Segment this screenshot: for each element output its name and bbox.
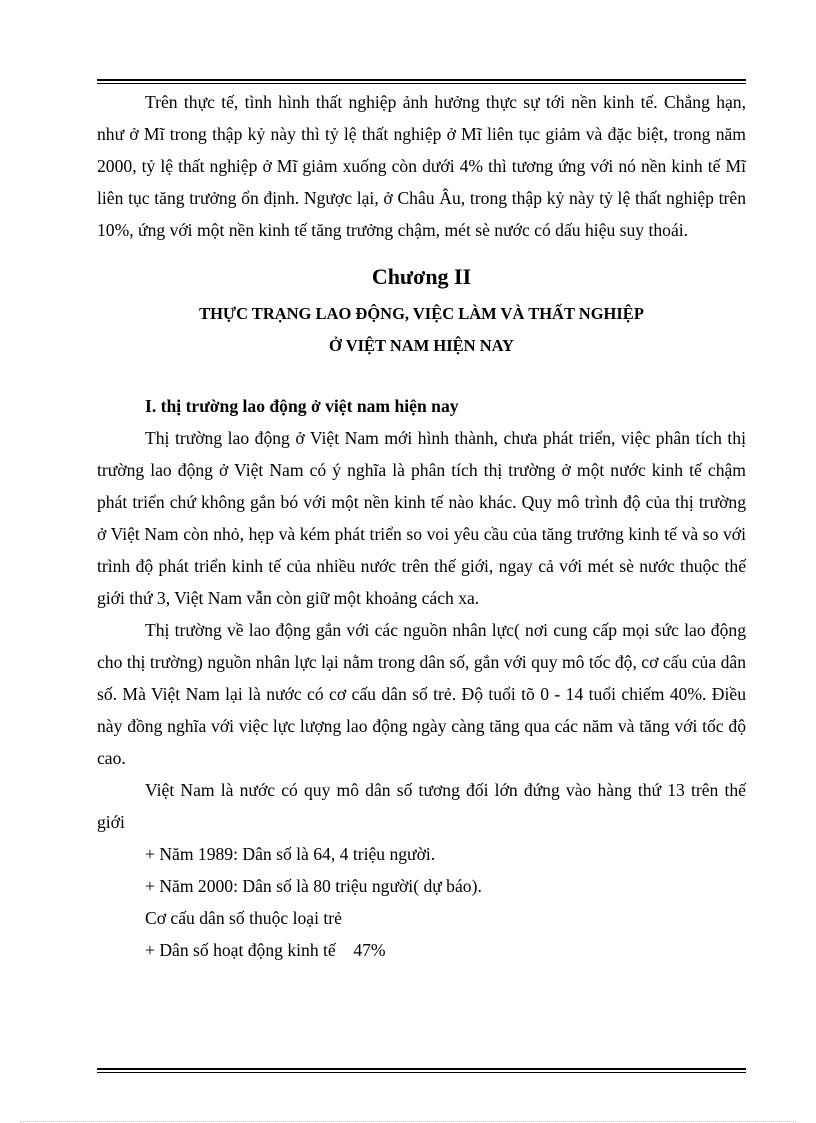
body-paragraph-1: Thị trường lao động ở Việt Nam mới hình thành, chưa phát triển, việc phân tích thị trường lao động ở Việt Nam có ý nghĩa là phân tích thị trường ở một nước kinh tế chậm phát triển chứ không gắn bó với một nền kinh tế nào khác. Quy mô trình độ của thị trường ở Việt Nam còn nhỏ, hẹp và kém phát triển so voi yêu cầu của tăng trưởng kinh tế và so với trình độ phát triển kinh tế của nhiều nước trên thế giới, ngay cả với mét sè nước thuộc thế giới thứ 3, Việt Nam vẫn còn giữ một khoảng cách xa. (97, 428, 746, 608)
list-item: + Dân số hoạt động kinh tế 47% (145, 940, 386, 960)
list-item: + Năm 1989: Dân số là 64, 4 triệu người. (145, 844, 436, 864)
body-paragraph-3: Việt Nam là nước có quy mô dân số tương đối lớn đứng vào hàng thứ 13 trên thế giới (97, 780, 746, 832)
page-content (97, 86, 746, 966)
page-edge-divider (20, 1121, 796, 1122)
chapter-label: Chương II (371, 264, 472, 289)
list-item: Cơ cấu dân số thuộc loại trẻ (145, 908, 342, 928)
footer-rule (97, 1068, 746, 1073)
body-paragraph-2: Thị trường về lao động gắn với các nguồn nhân lực( nơi cung cấp mọi sức lao động cho thị trường) nguồn nhân lực lại nằm trong dân số, gắn với quy mô tốc độ, cơ cấu của dân số. Mà Việt Nam lại là nước có cơ cấu dân số trẻ. Độ tuổi tõ 0 - 14 tuổi chiếm 40%. Điều này đồng nghĩa với việc lực lượng lao động ngày càng tăng qua các năm và tăng với tốc độ cao. (97, 620, 746, 768)
chapter-title-line-1: THỰC TRẠNG LAO ĐỘNG, VIỆC LÀM VÀ THẤT NGHIỆP (199, 304, 644, 323)
header-rule (97, 79, 746, 84)
chapter-title-line-2: Ở VIỆT NAM HIỆN NAY (329, 336, 514, 355)
list-item: + Năm 2000: Dân số là 80 triệu người( dự báo). (145, 876, 482, 896)
intro-paragraph: Trên thực tế, tình hình thất nghiệp ảnh hưởng thực sự tới nền kinh tế. Chẳng hạn, như ở Mĩ trong thập kỷ này thì tỷ lệ thất nghiệp ở Mĩ liên tục giảm và đặc biệt, trong năm 2000, tỷ lệ thất nghiệp ở Mĩ giảm xuống còn dưới 4% thì tương ứng với nó nền kinh tế Mĩ liên tục tăng trưởng ổn định. Ngược lại, ở Châu Âu, trong thập kỷ này tỷ lệ thất nghiệp trên 10%, ứng với một nền kinh tế tăng trưởng chậm, mét sè nước có dấu hiệu suy thoái. (97, 92, 746, 240)
section-heading: I. thị trường lao động ở việt nam hiện nay (145, 396, 459, 416)
